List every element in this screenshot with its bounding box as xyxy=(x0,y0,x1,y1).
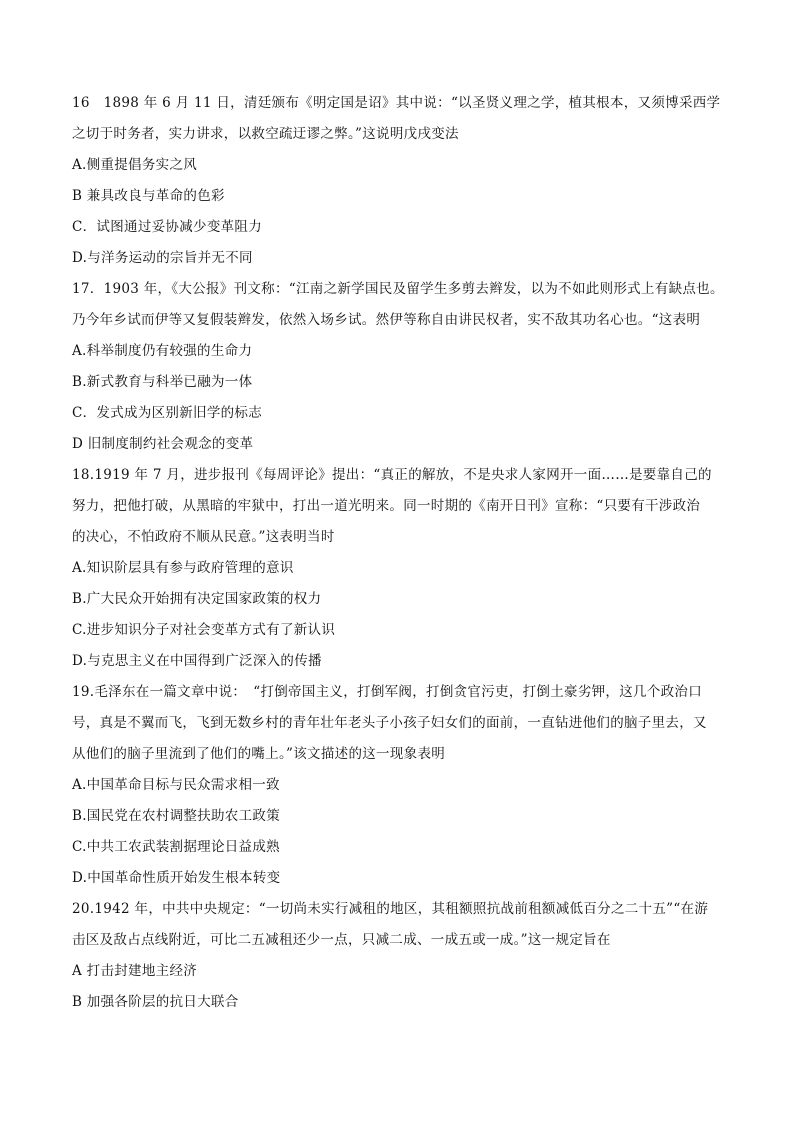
q18-option-c: C.进步知识分子对社会变革方式有了新认识 xyxy=(72,622,336,638)
q16-option-b: B 兼具改良与革命的色彩 xyxy=(72,188,225,204)
q18-line-2: 努力，把他打破，从黑暗的牢狱中，打出一道光明来。同一时期的《南开日刊》宣称：“只要有干涉政治 xyxy=(72,498,701,514)
q18-option-b: B.广大民众开始拥有决定国家政策的权力 xyxy=(72,591,322,607)
q16-option-a: A.侧重提倡务实之风 xyxy=(72,157,198,173)
q19-option-b: B.国民党在农村调整扶助农工政策 xyxy=(72,808,281,824)
q18-line-3: 的决心，不怕政府不顺从民意。”这表明当时 xyxy=(72,529,335,545)
q17-option-a: A.科举制度仍有较强的生命力 xyxy=(72,343,253,359)
document-page xyxy=(72,88,722,1018)
q18-option-a: A.知识阶层具有参与政府管理的意识 xyxy=(72,560,294,576)
q20-line-2: 击区及敌占点线附近，可比二五减租还少一点，只减二成、一成五或一成。”这一规定旨在 xyxy=(72,932,611,948)
q17-line-2: 乃今年乡试而伊等又复假装辫发，依然入场乡试。然伊等称自由讲民权者，实不敌其功名心也。“这表明 xyxy=(72,312,701,328)
q17-line-1: 17．1903 年，《大公报》刊文称：“江南之新学国民及留学生多剪去辫发，以为不如此则形式上有缺点也。 xyxy=(72,281,724,297)
q20-option-b: B 加强各阶层的抗日大联合 xyxy=(72,994,239,1010)
q19-line-3: 从他们的脑子里流到了他们的嘴上。”该文描述的这一现象表明 xyxy=(72,746,446,762)
q19-line-2: 号，真是不翼而飞，飞到无数乡村的青年壮年老头子小孩子妇女们的面前，一直钻进他们的脑子里去，又 xyxy=(72,715,707,731)
q20-option-a: A 打击封建地主经济 xyxy=(72,963,198,979)
q19-option-c: C.中共工农武装割据理论日益成熟 xyxy=(72,839,280,855)
q19-option-d: D.中国革命性质开始发生根本转变 xyxy=(72,870,281,886)
q16-option-d: D.与洋务运动的宗旨并无不同 xyxy=(72,250,253,266)
q19-option-a: A.中国革命目标与民众需求相一致 xyxy=(72,777,280,793)
q16-line-2: 之切于时务者，实力讲求，以救空疏迂谬之弊。”这说明戊戌变法 xyxy=(72,126,459,142)
q16-line-1: 16 1898 年 6 月 11 日，清廷颁布《明定国是诏》其中说：“以圣贤义理之学，植其根本，又须博采西学 xyxy=(72,95,721,111)
q18-option-d: D.与克思主义在中国得到广泛深入的传播 xyxy=(72,653,322,669)
q17-option-c: C．发式成为区别新旧学的标志 xyxy=(72,405,263,421)
q17-option-b: B.新式教育与科举已融为一体 xyxy=(72,374,253,390)
q17-option-d: D 旧制度制约社会观念的变革 xyxy=(72,436,254,452)
q16-option-c: C．试图通过妥协减少变革阻力 xyxy=(72,219,263,235)
q20-line-1: 20.1942 年，中共中央规定：“一切尚未实行减租的地区，其租额照抗战前租额减低百分之二十五”“在游 xyxy=(72,901,709,917)
q18-line-1: 18.1919 年 7 月，进步报刊《每周评论》提出：“真正的解放，不是央求人家网开一面……是要靠自己的 xyxy=(72,467,712,483)
q19-line-1: 19.毛泽东在一篇文章中说： “打倒帝国主义，打倒军阀，打倒贪官污吏，打倒土豪劣钾，这几个政治口 xyxy=(72,684,703,700)
